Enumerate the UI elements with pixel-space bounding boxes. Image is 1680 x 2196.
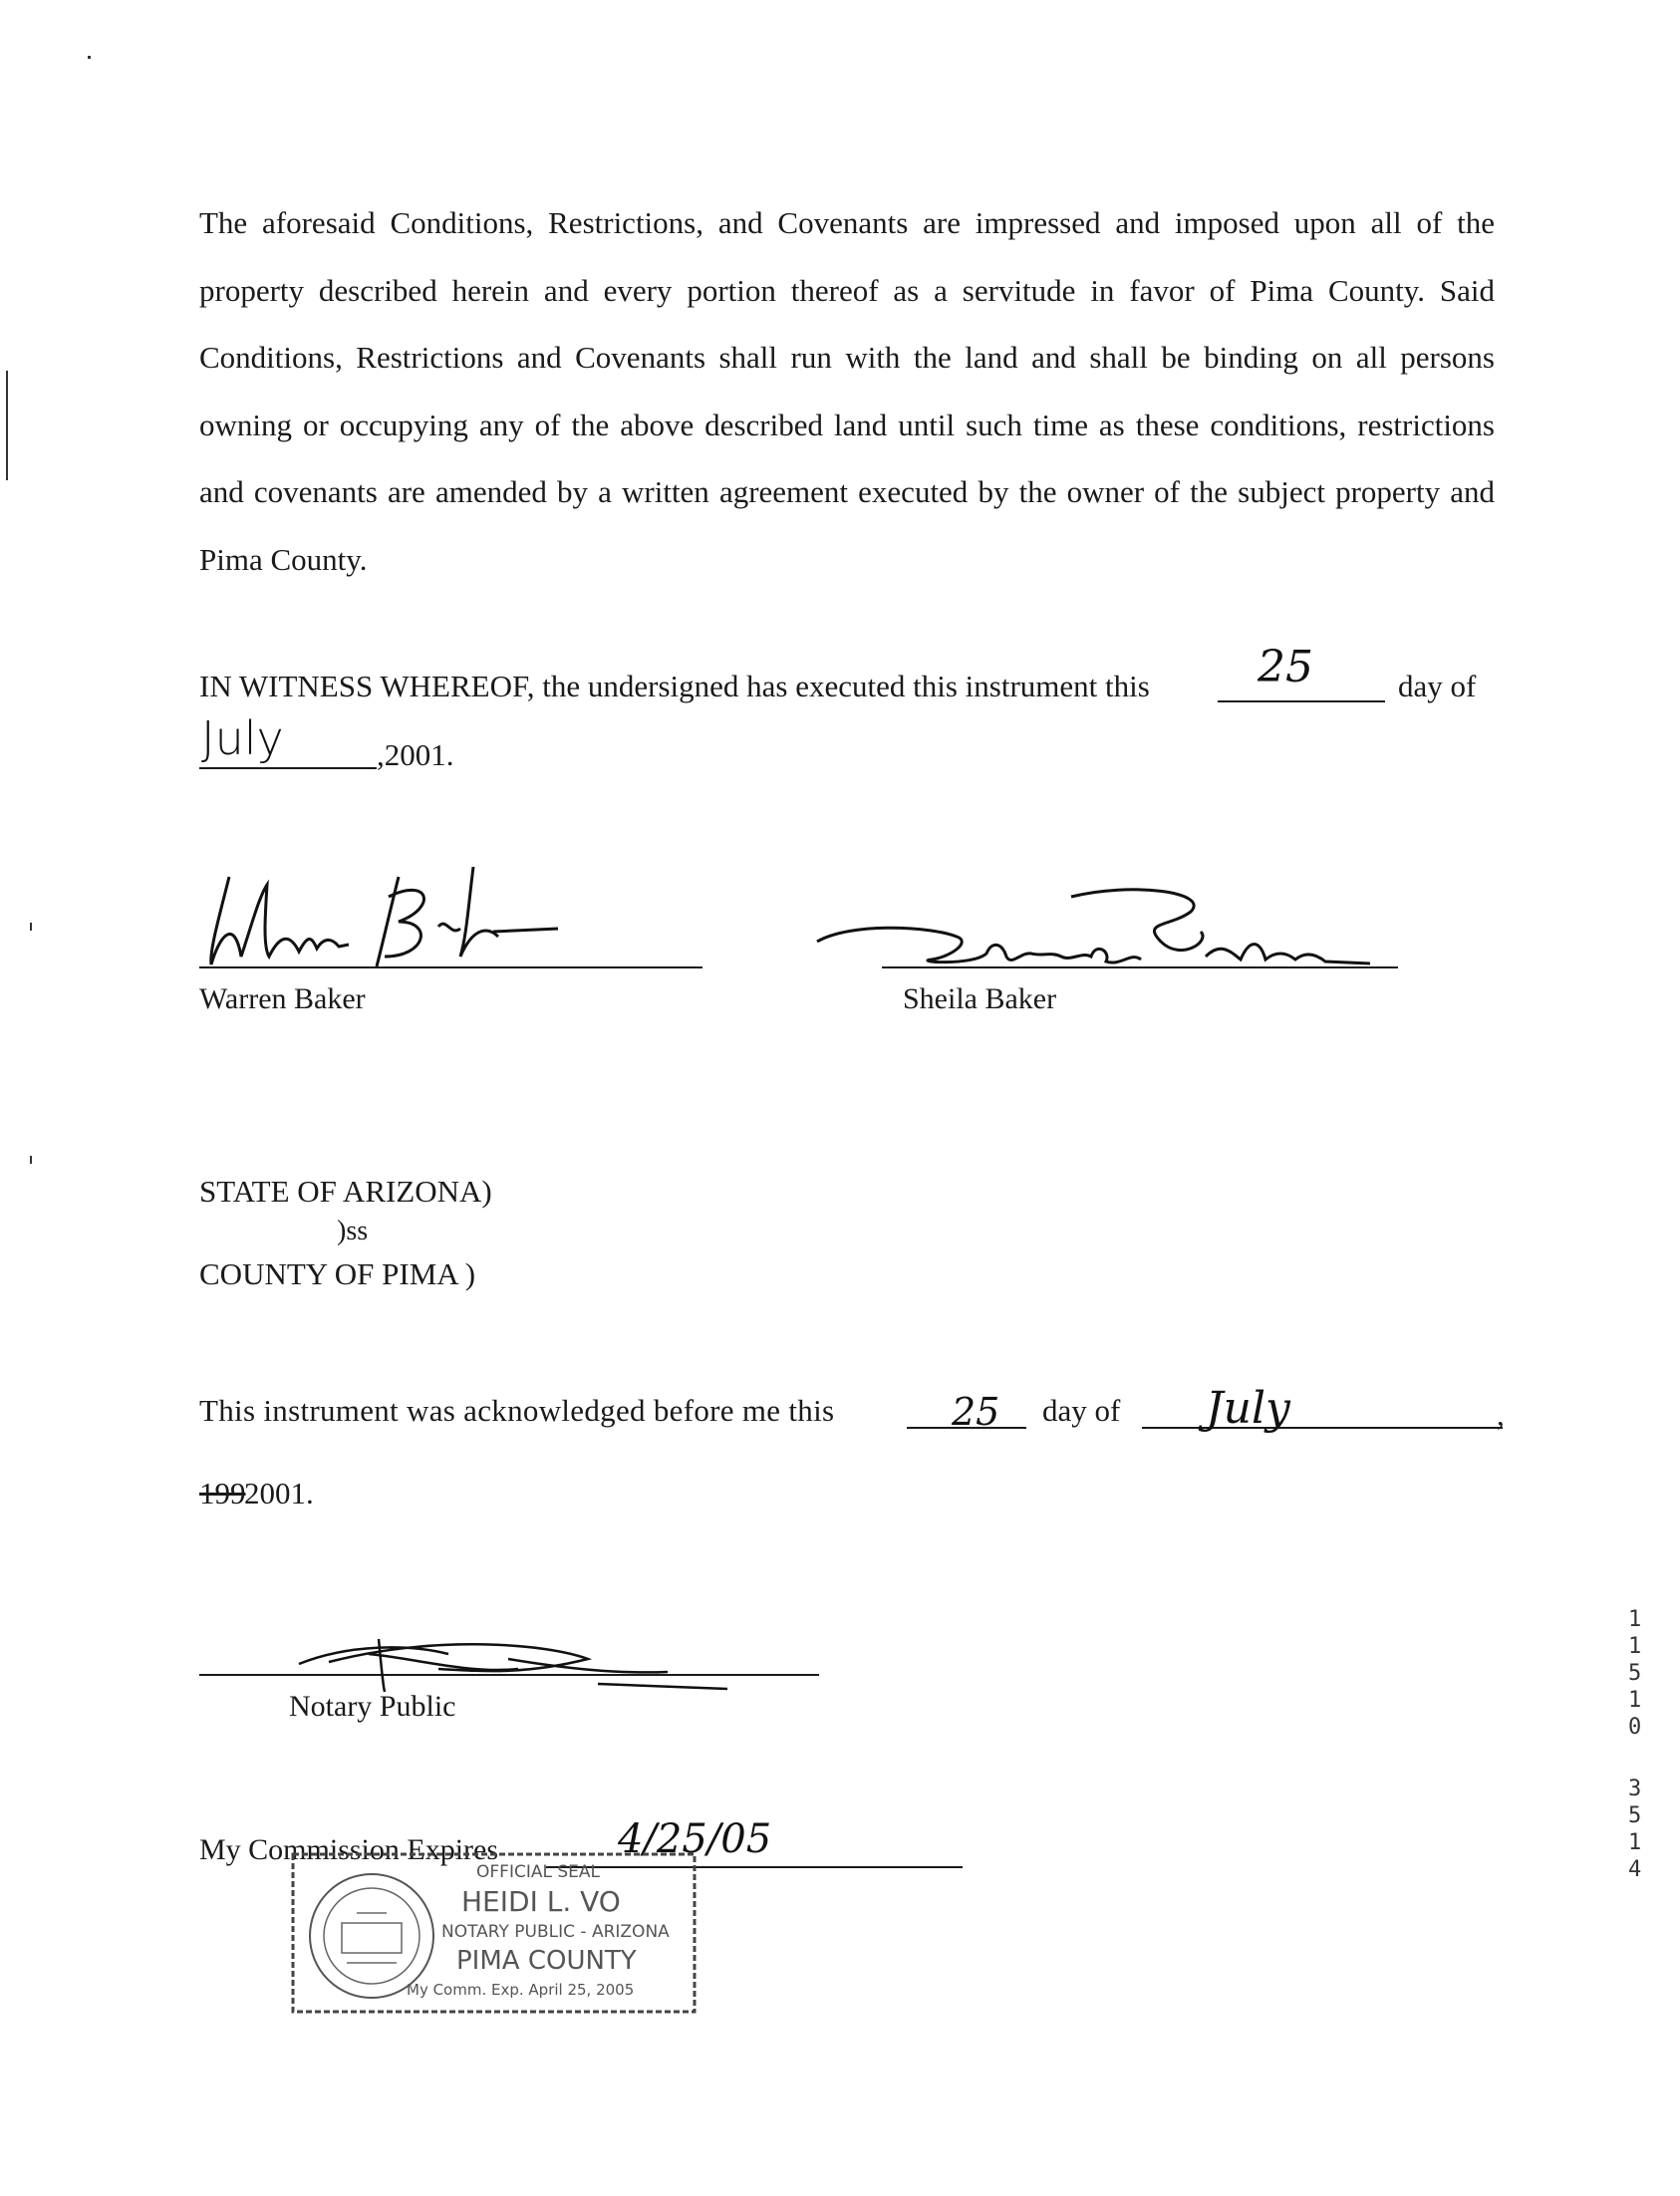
witness-month-handwritten: July [201, 711, 284, 765]
notary-seal-stamp [287, 1848, 700, 2018]
acknowledgment-day-handwritten: 25 [952, 1390, 1000, 1434]
acknowledgment-month-line [1142, 1427, 1503, 1429]
margin-digit: 5 [1628, 1661, 1642, 1686]
stamp-line-4: PIMA COUNTY [456, 1946, 637, 1976]
commission-date-handwritten: 4/25/05 [618, 1816, 772, 1862]
margin-digit: 1 [1628, 1830, 1642, 1855]
acknowledgment-month-handwritten: July [1206, 1383, 1290, 1434]
witness-day-line [1218, 700, 1385, 702]
witness-month-line [199, 767, 377, 769]
scan-speck [30, 923, 32, 931]
covenants-text: The aforesaid Conditions, Restrictions, and Covenants are impressed and imposed upon all of the property described herein and every portion thereof as a servitude in favor of Pima County. Said Conditions, Restrictions and Covenants shall run with the land and shall be binding on all persons owning or occupying any of the above described land until such time as these conditions, restrictions and covenants are amended by a written agreement executed by the owner of the subject property and Pima County. [199, 205, 1495, 577]
venue-state: STATE OF ARIZONA) [199, 1174, 492, 1209]
acknowledgment-year: 2001. [244, 1476, 314, 1510]
stamp-line-1: OFFICIAL SEAL [476, 1862, 600, 1882]
covenants-paragraph [199, 189, 1495, 593]
margin-digit: 5 [1628, 1803, 1642, 1828]
scan-speck [88, 56, 91, 59]
witness-prefix: IN WITNESS WHEREOF, the undersigned has executed this instrument this [199, 669, 1150, 703]
margin-digit: 1 [1628, 1607, 1642, 1632]
margin-digit: 3 [1628, 1777, 1642, 1801]
signature-sheila-baker [812, 882, 1410, 981]
stamp-line-5: My Comm. Exp. April 25, 2005 [407, 1981, 635, 1999]
venue-county: COUNTY OF PIMA ) [199, 1256, 476, 1291]
acknowledgment-trailing-comma: , [1497, 1397, 1505, 1432]
margin-digit: 1 [1628, 1688, 1642, 1713]
notary-label: Notary Public [289, 1690, 456, 1723]
margin-digit: 1 [1628, 1634, 1642, 1659]
acknowledgment-middle: day of [1042, 1393, 1121, 1428]
signature-warren-baker [199, 857, 578, 976]
acknowledgment-year-struck: 199 [199, 1476, 246, 1510]
stamp-line-2: HEIDI L. VO [461, 1885, 621, 1918]
notary-signature [289, 1614, 757, 1694]
witness-day-handwritten: 25 [1258, 642, 1313, 692]
venue-ss: )ss [337, 1216, 369, 1246]
margin-digit: 4 [1628, 1857, 1642, 1882]
witness-suffix: day of [1398, 669, 1477, 703]
commission-label: My Commission Expires [199, 1833, 499, 1866]
margin-digit: 0 [1628, 1715, 1642, 1740]
witness-year: ,2001. [377, 737, 454, 772]
scan-margin-mark [6, 371, 8, 480]
stamp-line-3: NOTARY PUBLIC - ARIZONA [441, 1922, 670, 1942]
acknowledgment-prefix: This instrument was acknowledged before me this [199, 1393, 835, 1428]
signatory-name-sheila: Sheila Baker [903, 982, 1057, 1015]
scan-speck [30, 1156, 32, 1164]
signatory-name-warren: Warren Baker [199, 982, 366, 1015]
